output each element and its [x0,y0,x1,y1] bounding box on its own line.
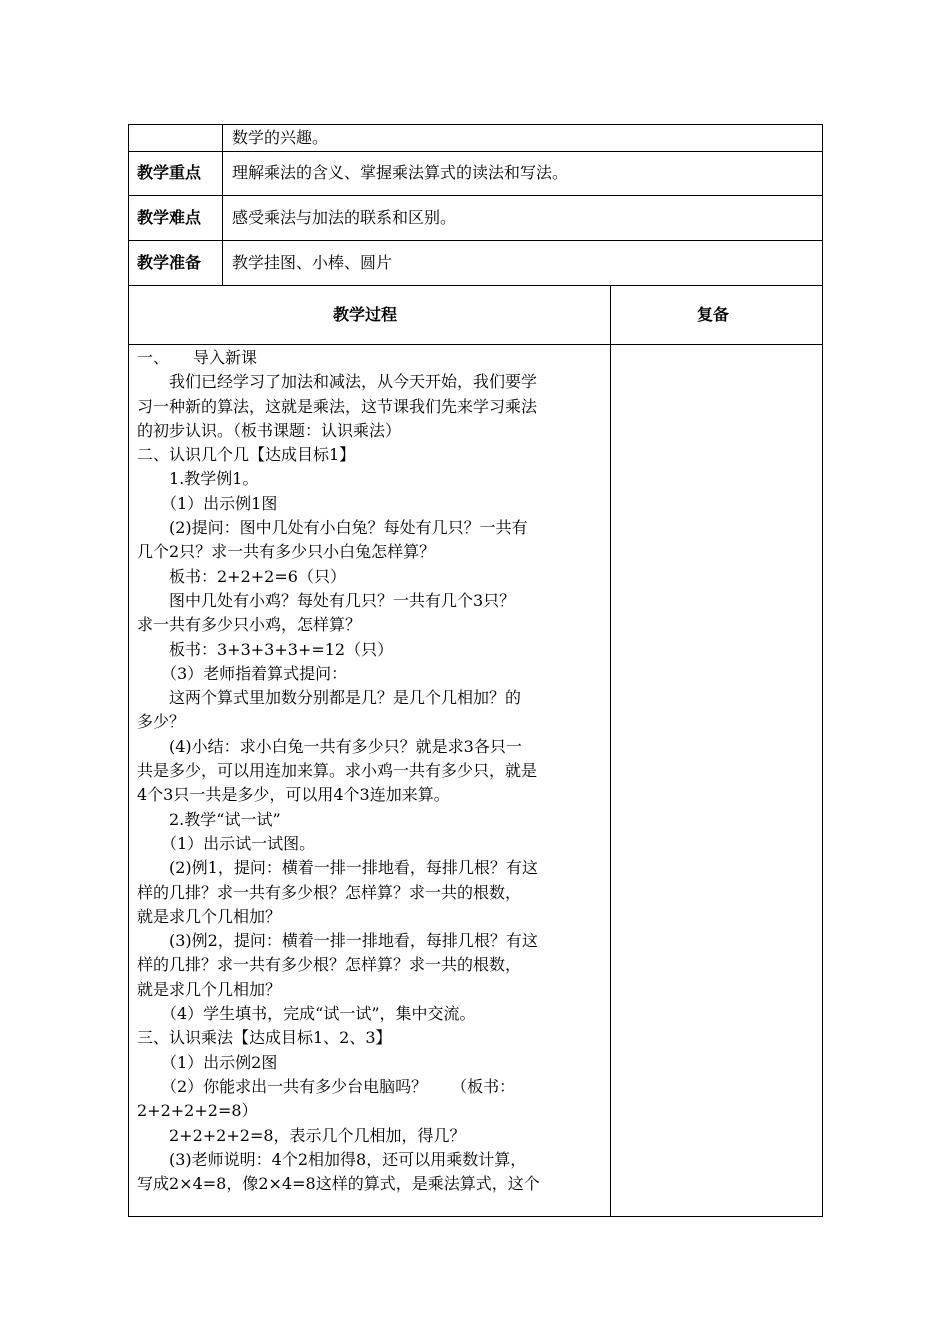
row-label-key-points: 教学重点 [137,163,202,182]
label-column-divider [222,124,223,286]
process-line: （1）出示例1图 [137,493,278,513]
process-line: (3)老师说明：4个2相加得8，还可以用乘数计算， [137,1149,527,1169]
teaching-process-body [137,346,607,1196]
row-label-preparation: 教学准备 [137,253,202,272]
process-line: 板书：3+3+3+3+=12（只） [137,639,394,659]
process-line: （2）你能求出一共有多少台电脑吗？ （板书： [137,1076,516,1096]
process-line: 多少？ [137,712,186,732]
process-line: 2+2+2+2=8） [137,1101,258,1121]
review-header: 复备 [697,305,730,324]
process-line: 求一共有多少只小鸡，怎样算？ [137,615,362,635]
process-line: 几个2只？求一共有多少只小白兔怎样算？ [137,542,436,562]
process-line: （4）学生填书，完成“试一试”，集中交流。 [137,1004,476,1024]
process-line: 这两个算式里加数分别都是几？是几个几相加？的 [137,688,522,708]
process-line: 1.教学例1。 [137,469,259,489]
process-line: 我们已经学习了加法和减法，从今天开始，我们要学 [137,372,538,392]
row-content-key-points: 理解乘法的含义、掌握乘法算式的读法和写法。 [232,163,569,182]
process-line: 共是多少，可以用连加来算。求小鸡一共有多少只，就是 [137,761,538,781]
process-line: 的初步认识。（板书课题：认识乘法） [137,420,402,440]
process-line: (2)提问：图中几处有小白兔？每处有几只？一共有 [137,518,528,538]
row-divider [128,344,823,345]
row-divider [128,151,823,152]
process-line: 2.教学“试一试” [137,809,281,829]
process-line: (4)小结：求小白兔一共有多少只？就是求3各只一 [137,736,522,756]
process-line: （1）出示例2图 [137,1052,278,1072]
process-header: 教学过程 [333,305,398,324]
process-line: 图中几处有小鸡？每处有几只？一共有几个3只？ [137,590,516,610]
process-line: （1）出示试一试图。 [137,833,316,853]
review-column-divider [610,285,611,1217]
row-divider [128,240,823,241]
process-line: 板书：2+2+2=6（只） [137,566,346,586]
process-line: 写成2×4=8，像2×4=8这样的算式，是乘法算式，这个 [137,1174,540,1194]
row-content: 数学的兴趣。 [232,128,329,147]
process-line: (3)例2，提问：横着一排一排地看，每排几根？有这 [137,931,538,951]
process-line: 2+2+2+2=8，表示几个几相加，得几？ [137,1125,466,1145]
process-line: 4个3只一共是多少，可以用4个3连加来算。 [137,785,450,805]
process-line: 一、 导入新课 [137,348,258,367]
row-content-preparation: 教学挂图、小棒、圆片 [232,253,393,272]
row-divider [128,195,823,196]
process-line: 就是求几个几相加？ [137,979,282,999]
row-label-difficulties: 教学难点 [137,208,202,227]
process-line: 就是求几个几相加？ [137,906,282,926]
process-line: 二、认识几个几【达成目标1】 [137,445,356,465]
row-content-difficulties: 感受乘法与加法的联系和区别。 [232,208,457,227]
process-line: 三、认识乘法【达成目标1、2、3】 [137,1028,392,1048]
process-line: (2)例1，提问：横着一排一排地看，每排几根？有这 [137,858,538,878]
process-line: 样的几排？求一共有多少根？怎样算？求一共的根数， [137,955,522,975]
process-line: （3）老师指着算式提问： [137,663,348,683]
process-line: 样的几排？求一共有多少根？怎样算？求一共的根数， [137,882,522,902]
row-divider [128,285,823,286]
process-line: 习一种新的算法，这就是乘法，这节课我们先来学习乘法 [137,396,538,416]
